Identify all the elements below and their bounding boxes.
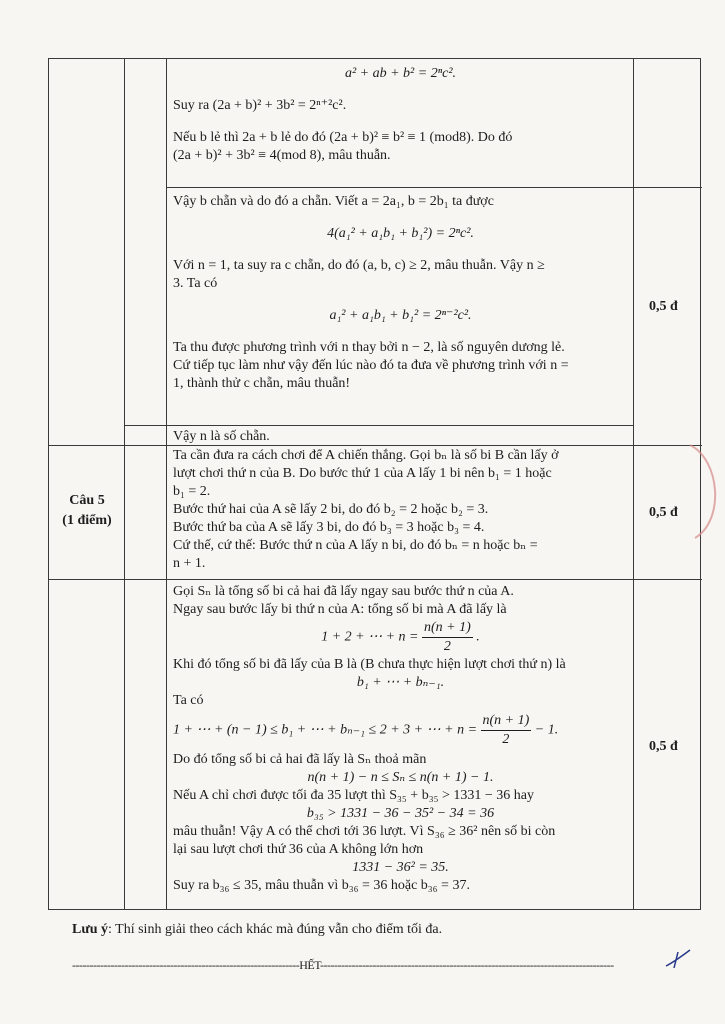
text-line: Suy ra b₃₆ ≤ 35, mâu thuẫn vì b₃₆ = 36 hoặc b₃₆ = 37. — [173, 878, 470, 893]
score-row-2: 0,5 đ — [649, 299, 678, 314]
grading-table — [48, 58, 701, 910]
dashes-left: ----------------------------------------------------------------- — [72, 958, 300, 972]
text-line: n + 1. — [173, 556, 206, 571]
text-line: Vậy b chẵn và do đó a chẵn. Viết a = 2a₁, b = 2b₁ ta được — [173, 194, 494, 209]
row-divider — [49, 579, 702, 580]
end-label: HẾT — [299, 958, 320, 972]
equation-left: 1 + 2 + ⋯ + n = — [321, 629, 419, 645]
equation: a₁² + a₁b₁ + b₁² = 2ⁿ⁻²c². — [329, 308, 472, 323]
question-points: (1 điểm) — [62, 513, 112, 528]
row-5-content — [173, 583, 628, 895]
text-line: b₁ = 2. — [173, 484, 211, 499]
text-line: Gọi Sₙ là tổng số bi cả hai đã lấy ngay sau bước thứ n của A. — [173, 584, 514, 599]
dashes-right: ------------------------------------------------------------------------------------ — [319, 958, 614, 972]
score-row-5: 0,5 đ — [649, 739, 678, 754]
equation: 4(a₁² + a₁b₁ + b₁²) = 2ⁿc². — [327, 226, 474, 241]
denominator: 2 — [502, 732, 510, 747]
numerator: n(n + 1) — [422, 619, 473, 638]
text-line: Nếu b lẻ thì 2a + b lẻ do đó (2a + b)² ≡ b² ≡ 1 (mod8). Do đó — [173, 130, 513, 145]
equation-tail: . — [476, 629, 480, 645]
denominator: 2 — [443, 639, 451, 654]
text-line: mâu thuẫn! Vậy A có thể chơi tới 36 lượt. Vì S₃₆ ≥ 36² nên số bi còn — [173, 824, 556, 839]
text-line: 1, thành thử c chẵn, mâu thuẫn! — [173, 376, 351, 391]
note-text: : Thí sinh giải theo cách khác mà đúng vẫn cho điểm tối đa. — [108, 922, 443, 937]
row-4-content — [173, 447, 628, 573]
text-line: Ngay sau bước lấy bi thứ n của A: tổng số bi mà A đã lấy là — [173, 602, 507, 617]
text-line: Bước thứ hai của A sẽ lấy 2 bi, do đó b₂ = 2 hoặc b₂ = 3. — [173, 502, 489, 517]
fraction — [481, 712, 532, 749]
equation: a² + ab + b² = 2ⁿc². — [344, 66, 457, 81]
equation: 1331 − 36² = 35. — [352, 860, 449, 875]
column-divider — [124, 59, 125, 909]
text-line: Ta cần đưa ra cách chơi để A chiến thắng. Gọi bₙ là số bi B cần lấy ở — [173, 448, 559, 463]
equation: b₁ + ⋯ + bₙ₋₁. — [356, 675, 445, 690]
text-line: 3. Ta có — [173, 276, 218, 291]
score-row-4: 0,5 đ — [649, 505, 678, 520]
signature-mark — [664, 948, 694, 970]
text-line: lại sau lượt chơi thứ 36 của A không lớn hơn — [173, 842, 424, 857]
text-line: Do đó tổng số bi cả hai đã lấy là Sₙ thoả mãn — [173, 752, 427, 767]
row-2-content — [173, 193, 628, 393]
end-marker — [72, 958, 682, 973]
text-line: Khi đó tổng số bi đã lấy của B là (B chưa thực hiện lượt chơi thứ n) là — [173, 657, 566, 672]
question-number: Câu 5 — [69, 493, 105, 508]
text-line: Ta thu được phương trình với n thay bởi n − 2, là số nguyên dương lẻ. — [173, 340, 565, 355]
text-line: Bước thứ ba của A sẽ lấy 3 bi, do đó b₃ = 3 hoặc b₃ = 4. — [173, 520, 485, 535]
row-3-content — [173, 428, 628, 446]
text-line: Cứ thế, cứ thế: Bước thứ n của A lấy n bi, do đó bₙ = n hoặc bₙ = — [173, 538, 538, 553]
text-line: (2a + b)² + 3b² ≡ 4(mod 8), mâu thuẫn. — [173, 148, 391, 163]
fraction — [422, 619, 473, 656]
equation — [173, 712, 628, 749]
text-line: Nếu A chỉ chơi được tối đa 35 lượt thì S₃₅ + b₃₅ > 1331 − 36 hay — [173, 788, 534, 803]
equation: b₃₅ > 1331 − 36 − 35² − 34 = 36 — [306, 806, 495, 821]
equation-tail: − 1. — [534, 722, 559, 738]
question-5-label — [49, 491, 125, 531]
row-divider — [166, 187, 702, 188]
equation: n(n + 1) − n ≤ Sₙ ≤ n(n + 1) − 1. — [307, 770, 494, 785]
row-1-content — [173, 65, 628, 165]
note-label: Lưu ý — [72, 922, 109, 937]
text-line: Suy ra (2a + b)² + 3b² = 2ⁿ⁺²c². — [173, 98, 347, 113]
text-line: lượt chơi thứ n của B. Do bước thứ 1 của A lấy 1 bi nên b₁ = 1 hoặc — [173, 466, 552, 481]
text-line: Vậy n là số chẵn. — [173, 429, 270, 444]
equation — [173, 619, 628, 656]
text-line: Với n = 1, ta suy ra c chẵn, do đó (a, b, c) ≥ 2, mâu thuẫn. Vậy n ≥ — [173, 258, 545, 273]
red-stamp-mark — [680, 440, 725, 540]
text-line: Ta có — [173, 693, 204, 708]
equation-left: 1 + ⋯ + (n − 1) ≤ b₁ + ⋯ + bₙ₋₁ ≤ 2 + 3 + ⋯ + n = — [173, 722, 478, 738]
note-line — [72, 922, 442, 938]
numerator: n(n + 1) — [481, 712, 532, 731]
row-divider — [124, 425, 633, 426]
text-line: Cứ tiếp tục làm như vậy đến lúc nào đó ta đưa về phương trình với n = — [173, 358, 569, 373]
